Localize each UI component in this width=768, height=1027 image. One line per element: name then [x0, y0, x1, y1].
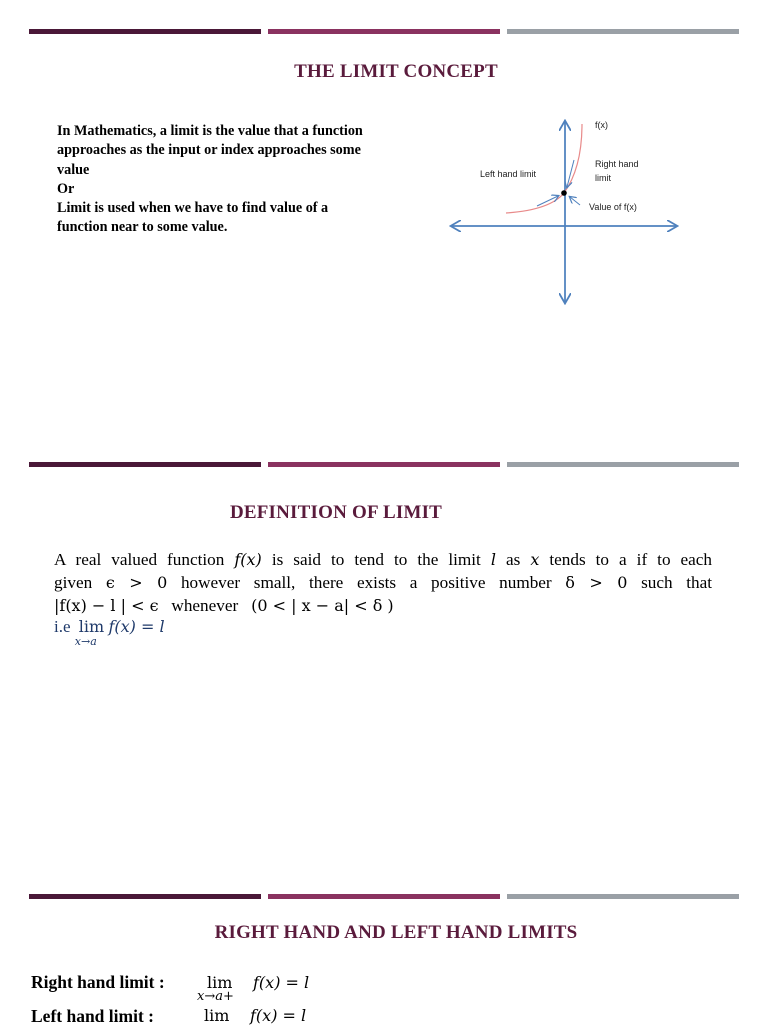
math-abs-expr: |f(x) − l | < ϵ [54, 596, 159, 615]
value-of-fx-label: Value of f(x) [589, 202, 637, 212]
divider-bar-mid [268, 462, 500, 467]
section-title-limit-concept: THE LIMIT CONCEPT [294, 61, 498, 82]
right-hand-label: Right hand [595, 159, 639, 169]
math-fx: f(x) [234, 550, 262, 569]
paragraph-line: approaches as the input or index approaches some [57, 142, 361, 159]
math-delta: δ > 0 [565, 573, 628, 592]
lim-operator [74, 617, 105, 648]
math-condition: (0 < | x − a| < δ ) [251, 596, 394, 615]
definition-line-3 [54, 594, 712, 617]
text-run: whenever [171, 596, 239, 615]
paragraph-line: value [57, 161, 90, 178]
value-pointer-arrow [570, 197, 580, 205]
divider-bar-gray [507, 462, 739, 467]
divider-bar-dark [29, 29, 261, 34]
text-run: given [54, 573, 93, 592]
lim-word: lim [78, 617, 105, 636]
left-hand-label: Left hand limit [480, 169, 537, 179]
left-lim-expression: f(x) = l [250, 1006, 307, 1025]
divider-bar-dark [29, 894, 261, 899]
left-lim-word: lim [204, 1006, 230, 1025]
definition-line-1 [54, 548, 712, 571]
definition-line-2 [54, 571, 712, 594]
right-hand-label-limit: limit [595, 173, 611, 183]
right-hand-limit-row [31, 972, 165, 993]
fx-label: f(x) [595, 120, 608, 130]
limit-concept-paragraph [57, 122, 417, 238]
paragraph-line: Limit is used when we have to find value of a [57, 200, 329, 217]
lim-subscript: x→a [74, 635, 97, 648]
math-x: x [530, 550, 540, 569]
right-lim-word: lim [207, 973, 233, 992]
right-lim-expression: f(x) = l [253, 973, 310, 992]
text-run: such that [641, 573, 712, 592]
divider-bar-mid [268, 29, 500, 34]
paragraph-line: In Mathematics, a limit is the value that a function [57, 123, 363, 139]
text-run: is said to tend to the limit [271, 550, 481, 569]
math-l: l [490, 550, 496, 569]
lim-expression: f(x) = l [108, 617, 165, 636]
math-epsilon: ϵ > 0 [105, 573, 168, 592]
text-run: as [505, 550, 521, 569]
text-run: tends to a if to each [549, 550, 713, 569]
limit-point [561, 190, 567, 196]
divider-bar-dark [29, 462, 261, 467]
text-run: A real valued function [54, 550, 225, 569]
definition-paragraph [54, 548, 712, 617]
paragraph-line: function near to some value. [57, 219, 228, 236]
right-lim-subscript: x→a+ [197, 989, 234, 1004]
limit-notation [54, 617, 165, 648]
divider-bar-gray [507, 29, 739, 34]
section-title-one-sided-limits: RIGHT HAND AND LEFT HAND LIMITS [214, 922, 578, 943]
divider-bar-gray [507, 894, 739, 899]
limit-diagram [440, 110, 690, 315]
ie-label: i.e [54, 617, 71, 636]
left-hand-limit-label: Left hand limit : [31, 1006, 154, 1026]
text-run: however small, there exists a positive number [180, 573, 552, 592]
paragraph-line: Or [57, 180, 75, 197]
divider-bar-mid [268, 894, 500, 899]
right-hand-limit-label: Right hand limit : [31, 972, 165, 992]
section-title-definition: DEFINITION OF LIMIT [229, 502, 443, 523]
